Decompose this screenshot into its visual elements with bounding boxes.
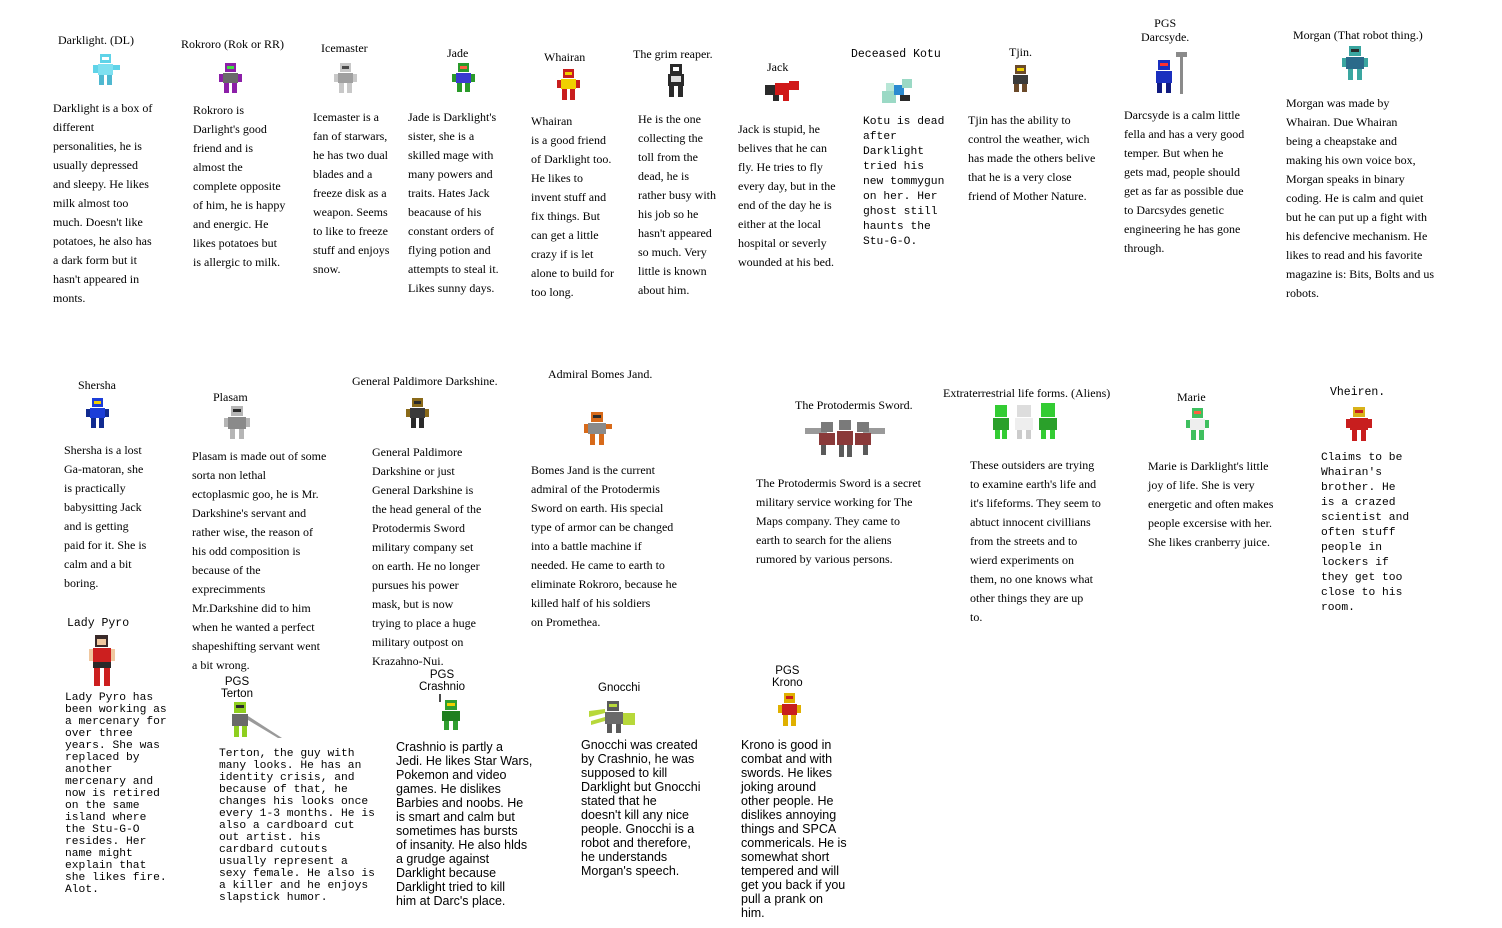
kotu-sprite [880, 77, 914, 107]
character-description: The Protodermis Sword is a secret military service working for The Maps company. They came to earth to search for the aliens rumored by various persons. [756, 476, 921, 566]
character-name: General Paldimore Darkshine. [352, 374, 498, 388]
character-name: PGS Krono [772, 665, 803, 689]
character-description: Krono is good in combat and with swords. He likes joking around other people. He dislikes annoying things and SPCA commericals. He is somewhat short tempered and will get you back if you pull a prank on him. [741, 738, 847, 920]
character-name: Marie [1177, 390, 1206, 404]
character-name: PGS Darcsyde. [1141, 16, 1190, 44]
character-description: Tjin has the ability to control the weather, wich has made the others belive that he is a very close friend of Mother Nature. [968, 113, 1096, 203]
character-description: Claims to be Whairan's brother. He is a crazed scientist and often stuff people in lockers if they get too close to his room. [1321, 452, 1410, 614]
character-name: Icemaster [321, 41, 368, 55]
character-name: Shersha [78, 378, 116, 392]
gnocchi-sprite [587, 699, 639, 735]
character-description: Gnocchi was created by Crashnio, he was supposed to kill Darklight but Gnocchi stated that he doesn't kill any nice people. Gnocchi is a robot and therefore, he understands Morgan's speech. [581, 738, 701, 878]
whairan-sprite [554, 68, 584, 102]
reaper-sprite [662, 63, 690, 99]
character-name: Whairan [544, 50, 586, 64]
character-name: Admiral Bomes Jand. [548, 367, 653, 381]
character-name: Jack [767, 60, 789, 74]
character-description: Marie is Darklight's little joy of life. She is very energetic and often makes people excersise with her. She likes cranberry juice. [1148, 459, 1274, 549]
shersha-sprite [84, 397, 112, 431]
krono-sprite [776, 692, 804, 730]
character-description: Morgan was made by Whairan. Due Whairan being a cheapstake and making his own voice box, Morgan speaks in binary coding. He is calm and quiet but he can put up a fight with his defencive mechanism. He likes to read and his favorite magazine is: Bits, Bolts and us robots. [1286, 96, 1434, 300]
character-description: Lady Pyro has been working as a mercenary for over three years. She was replaced by another mercenary and now is retired on the same island where the Stu-G-O resides. Her name might explain that she likes fire. Alot. [65, 692, 167, 896]
jade-sprite [450, 62, 478, 94]
character-name: PGS Terton [221, 676, 253, 700]
character-name: Lady Pyro [67, 617, 130, 630]
character-name: Vheiren. [1330, 386, 1386, 399]
morgan-sprite [1340, 45, 1370, 83]
plasam-sprite [222, 405, 252, 441]
character-description: Terton, the guy with many looks. He has an identity crisis, and because of that, he changes his looks once every 1-3 months. He is also a cardboard cut out artist. his cardbard cutouts usually represent a sexy female. He also is a killer and he enjoys slapstick humor. [219, 748, 375, 904]
character-name: The grim reaper. [633, 47, 713, 61]
crashnio-sprite [436, 694, 466, 732]
darklight-sprite [90, 53, 122, 87]
character-name: Extraterrestrial life forms. (Aliens) [943, 386, 1111, 400]
bomes-sprite [582, 411, 614, 447]
character-description: Jack is stupid, he belives that he can fly. He tries to fly every day, but in the end of the day he is either at the local hospital or severly wounded at his bed. [738, 122, 836, 269]
character-name: Morgan (That robot thing.) [1293, 28, 1423, 42]
character-name: The Protodermis Sword. [795, 398, 913, 412]
character-description: Darklight is a box of different personalities, he is usually depressed and sleepy. He likes milk almost too much. Doesn't like potatoes, he also has a dark form but it hasn't appeared in monts. [53, 101, 153, 305]
darcsyde-sprite [1152, 50, 1192, 96]
character-name: Darklight. (DL) [58, 33, 134, 47]
character-name: Rokroro (Rok or RR) [181, 37, 284, 51]
lady-pyro-sprite [87, 634, 117, 690]
icemaster-sprite [332, 62, 360, 96]
character-description: He is the one collecting the toll from the dead, he is rather busy with his job so he hasn't appeared so much. Very little is known about him. [638, 112, 716, 297]
character-name: Deceased Kotu [851, 48, 941, 61]
character-name: Plasam [213, 390, 248, 404]
sword-squad-sprite [803, 418, 887, 460]
character-description: Kotu is dead after Darklight tried his new tommygun on her. Her ghost still haunts the Stu-G-O. [863, 116, 945, 248]
vheiren-sprite [1344, 406, 1374, 444]
paldimore-sprite [404, 397, 432, 431]
character-description: These outsiders are trying to examine earth's life and it's lifeforms. They seem to abtuct innocent civillians from the streets and to wierd experiments on them, no one knows what other things they are up to. [970, 458, 1101, 624]
jack-sprite [763, 79, 801, 103]
character-description: Rokroro is Darlight's good friend and is almost the complete opposite of him, he is happy and energic. He likes potatoes but is allergic to milk. [193, 103, 286, 269]
tjin-sprite [1008, 64, 1034, 94]
character-description: General Paldimore Darkshine or just General Darkshine is the head general of the Protodermis Sword military company set on earth. He no longer pursues his power mask, but is now trying to place a huge military outpost on Krazahno-Nui. [372, 445, 482, 668]
terton-sprite [230, 700, 286, 740]
character-name: Tjin. [1009, 45, 1032, 59]
character-description: Icemaster is a fan of starwars, he has two dual blades and a freeze disk as a weapon. Seems to like to freeze stuff and enjoys snow. [313, 110, 390, 276]
character-description: Jade is Darklight's sister, she is a skilled mage with many powers and traits. Hates Jack beacause of his constant orders of flying potion and attempts to steal it. Likes sunny days. [408, 110, 499, 295]
character-name: Jade [447, 46, 469, 60]
marie-sprite [1184, 407, 1212, 443]
character-description: Whairan is a good friend of Darklight too. He likes to invent stuff and fix things. But can get a little crazy if is let alone to build for too long. [531, 114, 614, 299]
character-description: Bomes Jand is the current admiral of the Protodermis Sword on earth. His special type of armor can be changed into a battle machine if needed. He came to earth to eliminate Rokrоro, because he killed half of his soldiers on Promethea. [531, 463, 677, 629]
character-description: Plasam is made out of some sorta non lethal ectoplasmic goo, he is Mr. Darkshine's servant and rather wise, the reason of his odd composition is because of the exprecimments Mr.Darkshine did to him when he wanted a perfect shapeshifting servant went a bit wrong. [192, 449, 327, 672]
character-description: Shersha is a lost Ga-matoran, she is practically babysitting Jack and is getting paid for it. She is calm and a bit boring. [64, 443, 147, 590]
character-description: Crashnio is partly a Jedi. He likes Star Wars, Pokemon and video games. He dislikes Barbies and noobs. He is smart and calm but sometimes has bursts of insanity. He also hlds a grudge against Darklight because Darklight tried to kill him at Darc's place. [396, 740, 533, 908]
aliens-sprite [991, 403, 1063, 441]
character-name: PGS Crashnio [419, 669, 466, 693]
character-description: Darcsyde is a calm little fella and has a very good temper. But when he gets mad, people should get as far as possible due to Darcsydes genetic engineering he has gone through. [1124, 108, 1245, 255]
character-name: Gnocchi [598, 682, 641, 694]
rokroro-sprite [216, 62, 246, 96]
